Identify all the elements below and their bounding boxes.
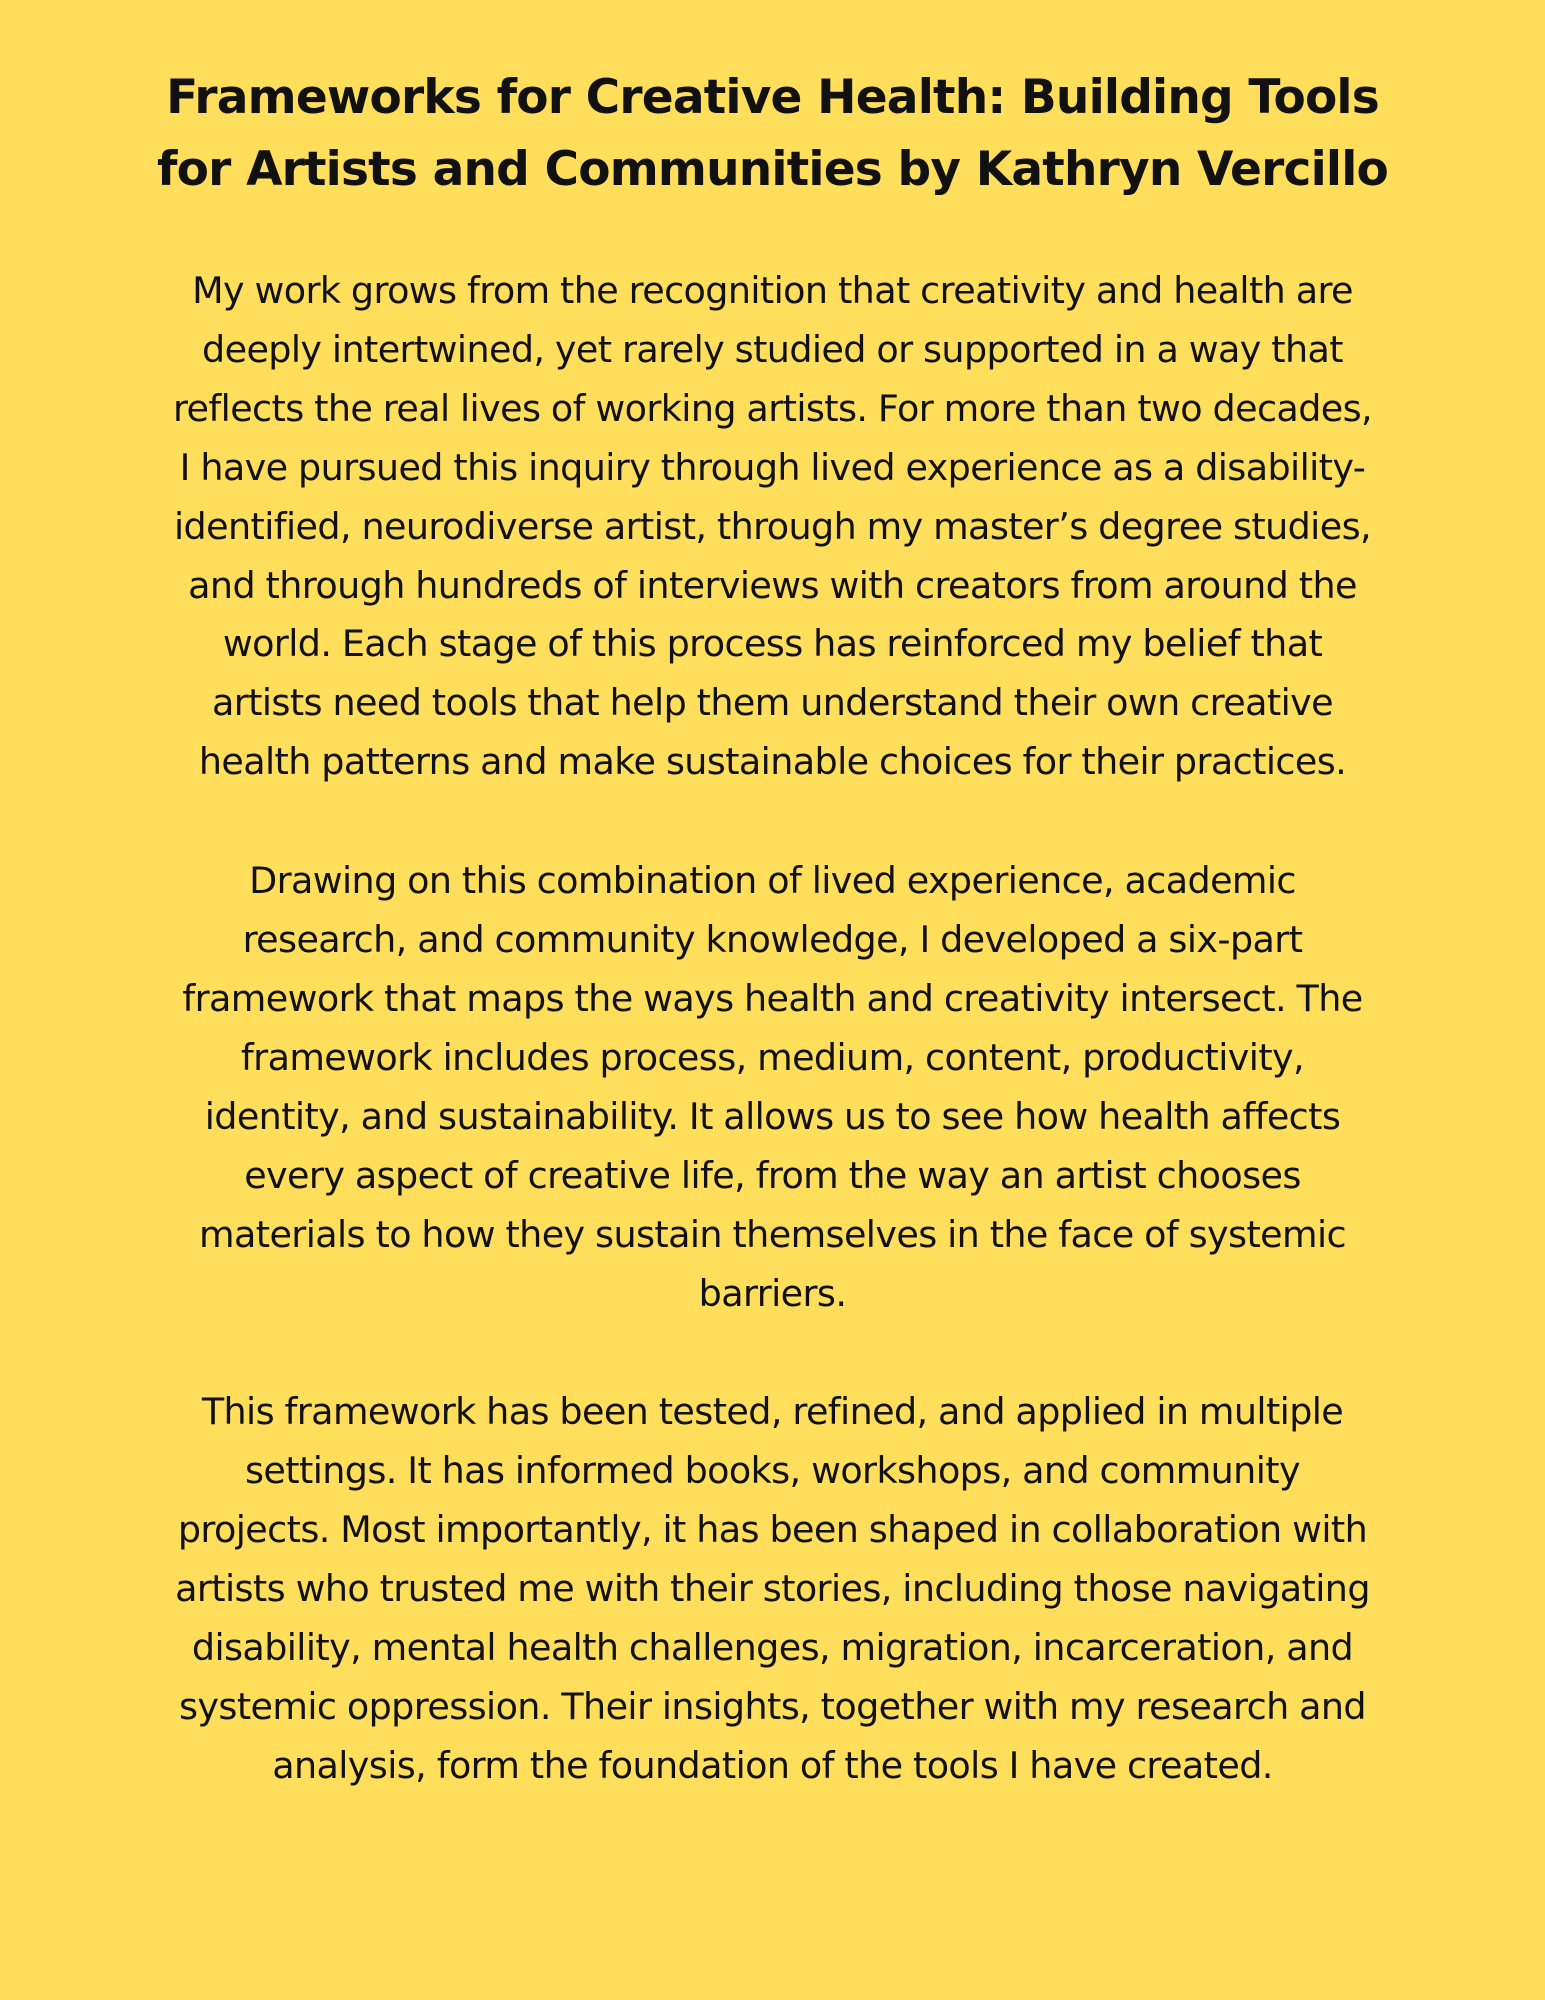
paragraph-line: Drawing on this combination of lived experience, academic xyxy=(249,859,1296,903)
paragraph-line: systemic oppression. Their insights, together with my research and xyxy=(179,1684,1366,1728)
title-line: for Artists and Communities by Kathryn Vercillo xyxy=(156,142,1388,197)
paragraph-line: settings. It has informed books, workshops, and community xyxy=(245,1449,1300,1493)
paragraph-2 xyxy=(55,852,1490,1323)
paragraph-line: I have pursued this inquiry through lived experience as a disability- xyxy=(179,445,1366,489)
paragraph-line: world. Each stage of this process has reinforced my belief that xyxy=(222,622,1323,666)
paragraph-line: projects. Most importantly, it has been shaped in collaboration with xyxy=(177,1508,1368,1552)
document-body xyxy=(55,262,1490,1796)
paragraph-line: materials to how they sustain themselves in the face of systemic xyxy=(199,1212,1346,1256)
paragraph-line: analysis, form the foundation of the tools I have created. xyxy=(272,1743,1273,1787)
paragraph-line: identity, and sustainability. It allows us to see how health affects xyxy=(204,1094,1341,1138)
paragraph-1 xyxy=(55,262,1490,792)
paragraph-line: framework includes process, medium, content, productivity, xyxy=(240,1035,1305,1079)
paragraph-line: deeply intertwined, yet rarely studied or supported in a way that xyxy=(202,327,1343,371)
paragraph-line: research, and community knowledge, I developed a six-part xyxy=(242,918,1303,962)
paragraph-line: artists who trusted me with their stories, including those navigating xyxy=(175,1567,1370,1611)
paragraph-3 xyxy=(55,1383,1490,1795)
paragraph-line: reflects the real lives of working artists. For more than two decades, xyxy=(172,386,1373,430)
paragraph-line: framework that maps the ways health and creativity intersect. The xyxy=(182,976,1363,1020)
paragraph-line: identified, neurodiverse artist, through my master’s degree studies, xyxy=(173,504,1371,548)
document-title xyxy=(55,62,1490,206)
paragraph-line: health patterns and make sustainable choices for their practices. xyxy=(198,740,1347,784)
paragraph-line: This framework has been tested, refined, and applied in multiple xyxy=(201,1390,1344,1434)
paragraph-line: and through hundreds of interviews with creators from around the xyxy=(188,563,1357,607)
paragraph-line: artists need tools that help them understand their own creative xyxy=(212,681,1333,725)
title-line: Frameworks for Creative Health: Building Tools xyxy=(166,70,1379,125)
paragraph-line: every aspect of creative life, from the way an artist chooses xyxy=(244,1153,1301,1197)
paragraph-line: barriers. xyxy=(698,1271,847,1315)
paragraph-line: disability, mental health challenges, migration, incarceration, and xyxy=(191,1626,1354,1670)
paragraph-line: My work grows from the recognition that creativity and health are xyxy=(192,269,1353,312)
